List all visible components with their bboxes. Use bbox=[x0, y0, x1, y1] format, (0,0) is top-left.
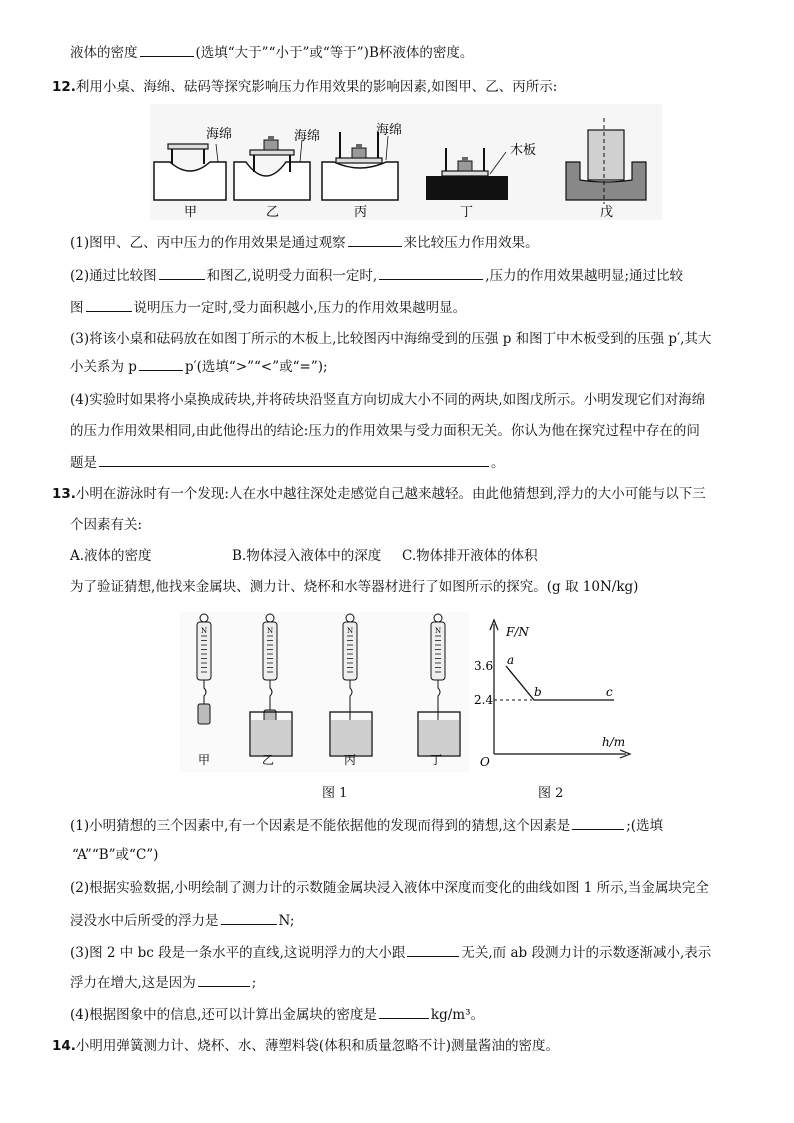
answer-blank[interactable] bbox=[140, 42, 194, 57]
label-jia: 甲 bbox=[184, 205, 198, 220]
figure-2-caption: 图 2 bbox=[538, 786, 564, 801]
q12-part3-line1: (3)将该小桌和砝码放在如图丁所示的木板上,比较图丙中海绵受到的压强 p 和图丁中木板受到的压强 p′,其大 bbox=[70, 331, 712, 347]
metal-block bbox=[198, 704, 210, 724]
newton-mark: N bbox=[267, 627, 274, 635]
q13-figure-1 bbox=[180, 612, 470, 772]
point-a: a bbox=[507, 653, 515, 667]
q13-option-c: C.物体排开液体的体积 bbox=[402, 548, 538, 564]
q12-part1: (1)图甲、乙、丙中压力的作用效果是通过观察 来比较压力作用效果。 bbox=[70, 232, 539, 253]
tick-2-4: 2.4 bbox=[474, 693, 494, 707]
label-sponge: 海绵 bbox=[294, 129, 321, 144]
newton-mark: N bbox=[201, 627, 208, 635]
newton-mark: N bbox=[435, 627, 442, 635]
tick-3-6: 3.6 bbox=[474, 659, 494, 673]
x-axis-label: h/m bbox=[602, 735, 626, 749]
newton-mark: N bbox=[347, 627, 354, 635]
q13-stem-line1: 13.小明在游泳时有一个发现:人在水中越往深处走感觉自己越来越轻。由此他猜想到,浮力的大小可能与以下三 bbox=[52, 486, 706, 502]
answer-blank[interactable] bbox=[348, 232, 402, 247]
origin-label: O bbox=[480, 755, 490, 769]
label-bing: 丙 bbox=[344, 753, 357, 767]
point-b: b bbox=[534, 685, 542, 699]
q12-part3-line2: 小关系为 p p′(选填“>”“<”或“=”); bbox=[70, 356, 328, 377]
answer-blank[interactable] bbox=[379, 265, 483, 280]
label-wu: 戊 bbox=[600, 205, 614, 220]
answer-blank[interactable] bbox=[221, 910, 277, 925]
answer-blank[interactable] bbox=[198, 972, 250, 987]
label-board: 木板 bbox=[510, 143, 537, 158]
q13-option-a: A.液体的密度 bbox=[70, 548, 152, 564]
label-yi: 乙 bbox=[262, 753, 275, 767]
q13-part1-line1: (1)小明猜想的三个因素中,有一个因素是不能依据他的发现而得到的猜想,这个因素是 ;(选填 bbox=[70, 815, 663, 836]
q12-part2-line2: 图 说明压力一定时,受力面积越小,压力的作用效果越明显。 bbox=[70, 297, 466, 318]
q13-stem-line3: 为了验证猜想,他找来金属块、测力计、烧杯和水等器材进行了如图所示的探究。(g 取 10N/kg) bbox=[70, 579, 639, 595]
q12-part4-line2: 的压力作用效果相同,由此他得出的结论:压力的作用效果与受力面积无关。你认为他在探究过程中存在的问 bbox=[70, 423, 700, 439]
answer-blank[interactable] bbox=[99, 452, 489, 467]
q14-stem: 14.小明用弹簧测力计、烧杯、水、薄塑料袋(体积和质量忽略不计)测量酱油的密度。 bbox=[52, 1038, 559, 1054]
q12-part2-line1: (2)通过比较图 和图乙,说明受力面积一定时, ,压力的作用效果越明显;通过比较 bbox=[70, 265, 683, 286]
label-sponge: 海绵 bbox=[376, 123, 403, 138]
q13-part3-line1: (3)图 2 中 bc 段是一条水平的直线,这说明浮力的大小跟 无关,而 ab 段测力计的示数逐渐减小,表示 bbox=[70, 942, 711, 963]
q13-part4: (4)根据图象中的信息,还可以计算出金属块的密度是 kg/m³。 bbox=[70, 1004, 484, 1025]
q13-figure-2 bbox=[476, 614, 636, 772]
label-yi: 乙 bbox=[266, 205, 280, 220]
q11-tail-line: 液体的密度 (选填“大于”“小于”或“等于”)B杯液体的密度。 bbox=[70, 42, 473, 63]
answer-blank[interactable] bbox=[572, 815, 624, 830]
q12-part4-line1: (4)实验时如果将小桌换成砖块,并将砖块沿竖直方向切成大小不同的两块,如图戊所示。小明发现它们对海绵 bbox=[70, 392, 706, 408]
figure-1-caption: 图 1 bbox=[322, 786, 348, 801]
answer-blank[interactable] bbox=[159, 265, 205, 280]
y-axis-label: F/N bbox=[506, 625, 529, 639]
q13-part3-line2: 浮力在增大,这是因为 ; bbox=[70, 972, 256, 993]
q12-stem: 12.利用小桌、海绵、砝码等探究影响压力作用效果的影响因素,如图甲、乙、丙所示: bbox=[52, 79, 558, 95]
q12-figure bbox=[150, 104, 662, 220]
q13-part2-line2: 浸没水中后所受的浮力是 N; bbox=[70, 910, 294, 931]
q13-option-b: B.物体浸入液体中的深度 bbox=[232, 548, 382, 564]
label-ding: 丁 bbox=[460, 205, 474, 220]
answer-blank[interactable] bbox=[139, 356, 183, 371]
q12-part4-line3: 题是 。 bbox=[70, 452, 505, 473]
label-sponge: 海绵 bbox=[206, 127, 233, 142]
label-jia: 甲 bbox=[198, 753, 211, 767]
q13-part2-line1: (2)根据实验数据,小明绘制了测力计的示数随金属块浸入液体中深度而变化的曲线如图 1 所示,当金属块完全 bbox=[70, 880, 709, 896]
answer-blank[interactable] bbox=[379, 1004, 429, 1019]
label-bing: 丙 bbox=[354, 205, 368, 220]
answer-blank[interactable] bbox=[407, 942, 459, 957]
q13-stem-line2: 个因素有关: bbox=[70, 517, 143, 533]
spring-scale bbox=[197, 614, 211, 724]
point-c: c bbox=[606, 685, 613, 699]
answer-blank[interactable] bbox=[86, 297, 132, 312]
q13-part1-line2: “A”“B”或“C”) bbox=[72, 847, 159, 863]
label-ding: 丁 bbox=[430, 753, 443, 767]
